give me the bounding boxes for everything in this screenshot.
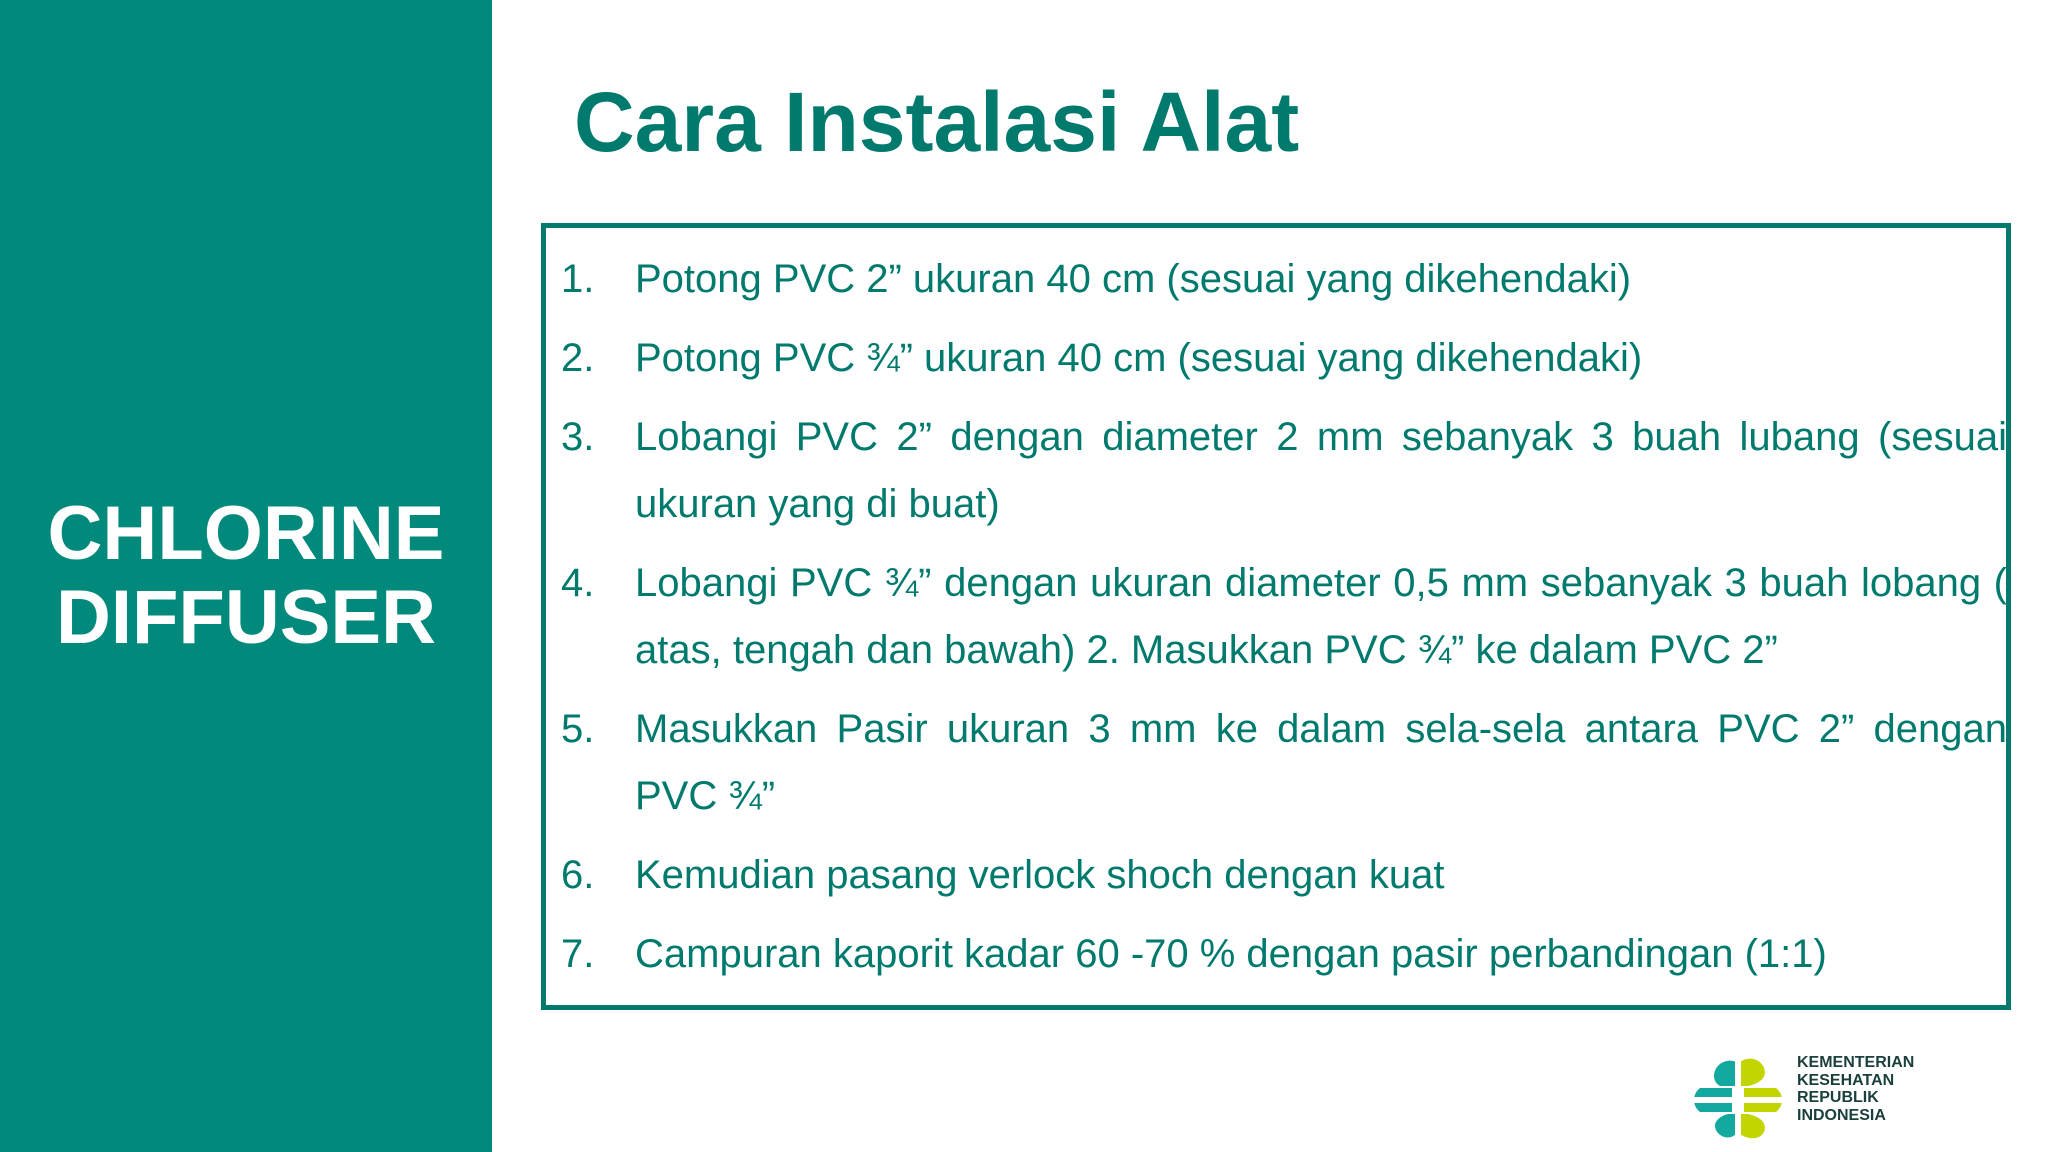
logo-line3: REPUBLIK (1797, 1089, 1879, 1106)
step-text: Kemudian pasang verlock shoch dengan kuat (635, 853, 1445, 897)
step-number: 3. (561, 415, 595, 459)
step-number: 7. (561, 932, 595, 976)
kemenkes-logo (1688, 1042, 1918, 1142)
step-text: Masukkan Pasir ukuran 3 mm ke dalam sela-sela antara PVC 2” dengan PVC ¾” (635, 707, 2007, 818)
logo-line4: INDONESIA (1797, 1106, 1886, 1124)
step-text: Potong PVC ¾” ukuran 40 cm (sesuai yang dikehendaki) (635, 336, 1643, 380)
step-text: Potong PVC 2” ukuran 40 cm (sesuai yang dikehendaki) (635, 257, 1632, 301)
step-number: 2. (561, 336, 595, 380)
sidebar-panel (0, 0, 492, 1152)
logo-text (1797, 1054, 1914, 1124)
logo-line1: KEMENTERIAN (1797, 1054, 1915, 1071)
step-item-7 (561, 921, 2007, 988)
step-text: Lobangi PVC 2” dengan diameter 2 mm sebanyak 3 buah lubang (sesuai ukuran yang di buat) (635, 415, 2007, 526)
logo-line2: KESEHATAN (1797, 1071, 1895, 1089)
step-item-6 (561, 842, 2007, 909)
step-number: 1. (561, 257, 595, 301)
step-item-5 (561, 696, 2007, 830)
sidebar-title-line1: CHLORINE (47, 491, 445, 576)
step-number: 4. (561, 561, 595, 605)
step-item-3 (561, 404, 2007, 538)
step-number: 6. (561, 853, 595, 897)
steps-list (561, 246, 2007, 1000)
step-text: Lobangi PVC ¾” dengan ukuran diameter 0,5 mm sebanyak 3 buah lobang ( atas, tengah dan bawah) 2. Masukkan PVC ¾” ke dalam PVC 2” (635, 561, 2007, 672)
steps-box (541, 223, 2011, 1010)
kemenkes-logo-icon (1688, 1042, 1788, 1142)
step-item-2 (561, 325, 2007, 392)
page-title: Cara Instalasi Alat (574, 75, 1300, 169)
step-item-1 (561, 246, 2007, 313)
step-text: Campuran kaporit kadar 60 -70 % dengan pasir perbandingan (1:1) (635, 932, 1827, 976)
sidebar-title-line2: DIFFUSER (56, 575, 436, 660)
step-number: 5. (561, 707, 595, 751)
step-item-4 (561, 550, 2007, 684)
sidebar-title (0, 492, 492, 660)
